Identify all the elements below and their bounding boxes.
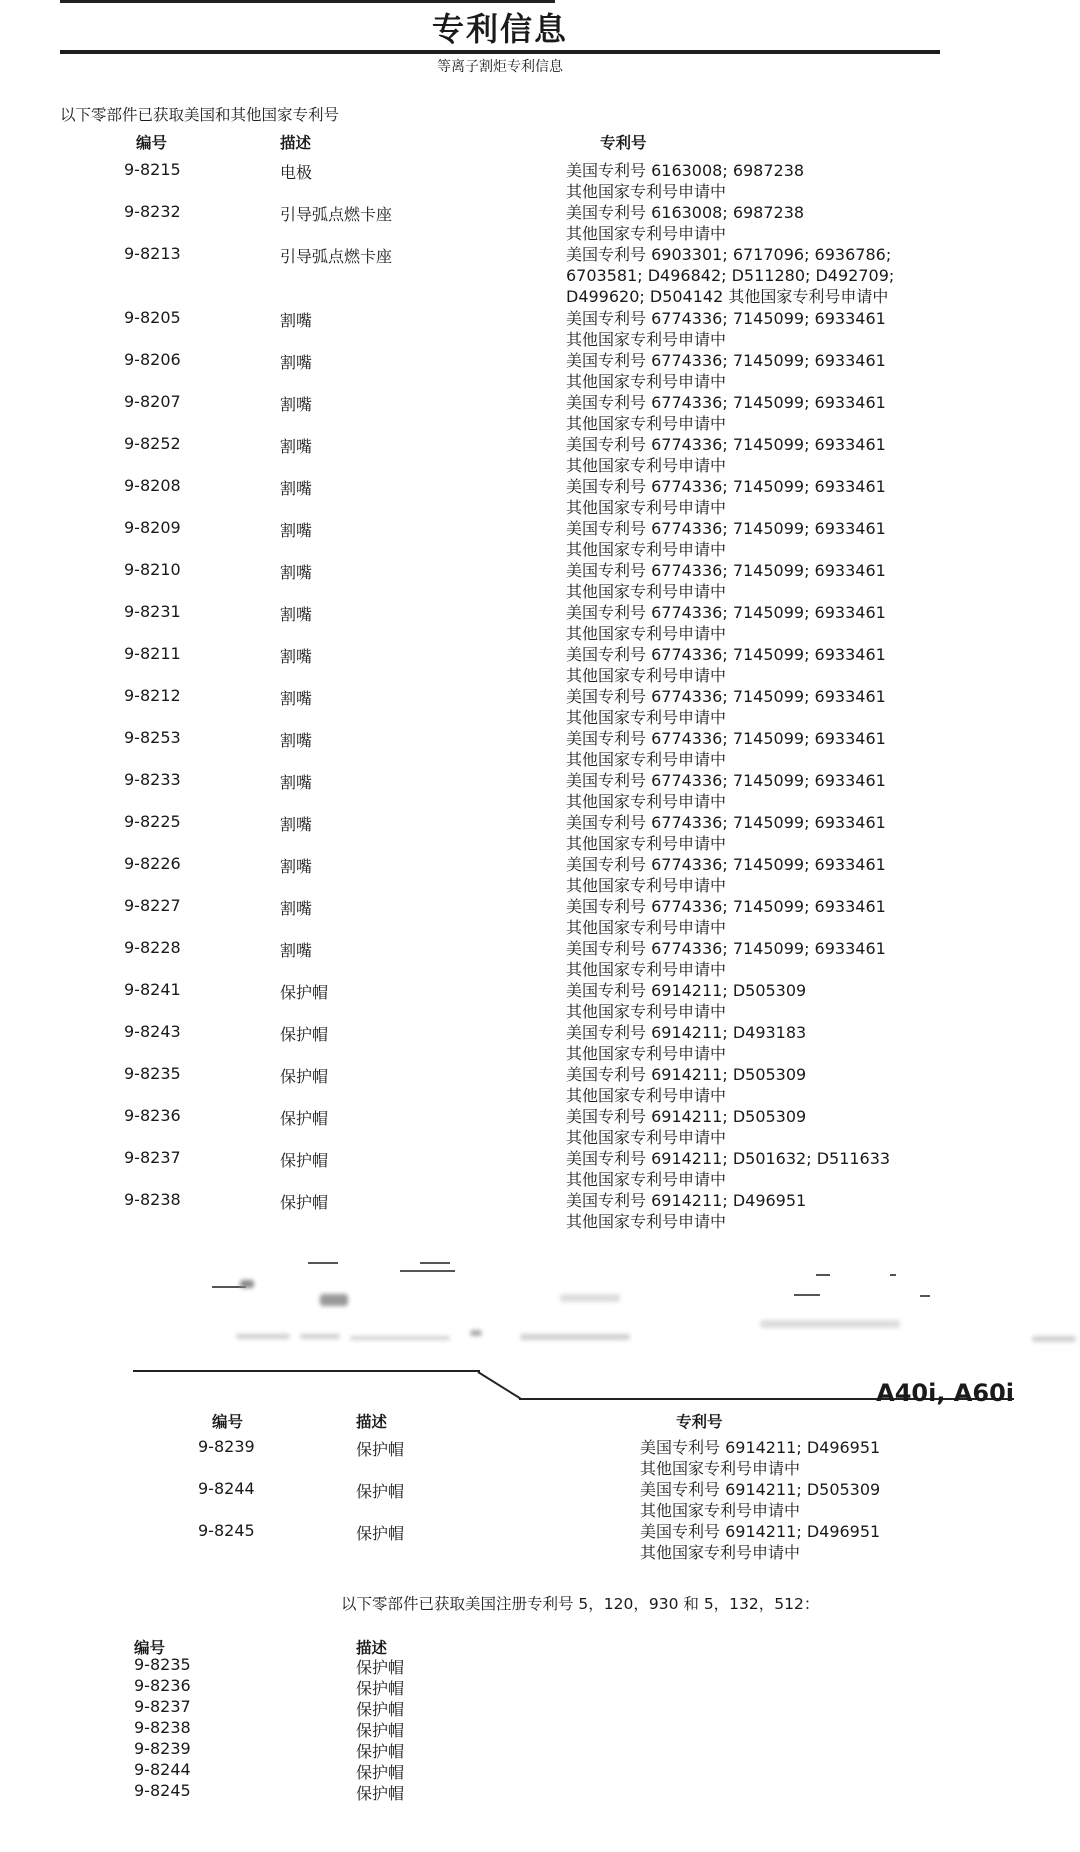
- part-description: 割嘴: [280, 563, 313, 582]
- table-row: [0, 770, 1080, 812]
- part-description: 割嘴: [280, 437, 313, 456]
- table-row: [0, 1479, 1080, 1521]
- table-row: [0, 1521, 1080, 1563]
- table-row: [0, 812, 1080, 854]
- column-header-desc-3: 描述: [356, 1639, 388, 1657]
- part-number: 9-8226: [124, 854, 181, 873]
- patent-numbers: 美国专利号 6774336; 7145099; 6933461 其他国家专利号申请中: [566, 729, 886, 769]
- patent-numbers: 美国专利号 6774336; 7145099; 6933461 其他国家专利号申请中: [566, 477, 886, 517]
- part-description: 保护帽: [356, 1440, 405, 1459]
- part-description: 保护帽: [356, 1721, 405, 1740]
- section3-intro: 以下零部件已获取美国注册专利号 5，120，930 和 5，132，512：: [341, 1595, 820, 1613]
- part-number: 9-8215: [124, 160, 181, 179]
- patent-table-2: [0, 1437, 1080, 1563]
- top-divider: [60, 0, 555, 3]
- part-description: 割嘴: [280, 815, 313, 834]
- part-number: 9-8237: [124, 1148, 181, 1167]
- table-row: [0, 244, 1080, 308]
- part-number: 9-8206: [124, 350, 181, 369]
- title-divider: [60, 50, 940, 54]
- patent-numbers: 美国专利号 6774336; 7145099; 6933461 其他国家专利号申请中: [566, 939, 886, 979]
- part-description: 保护帽: [356, 1658, 405, 1677]
- part-number: 9-8233: [124, 770, 181, 789]
- patent-numbers: 美国专利号 6774336; 7145099; 6933461 其他国家专利号申请中: [566, 519, 886, 559]
- patent-numbers: 美国专利号 6163008; 6987238 其他国家专利号申请中: [566, 203, 805, 243]
- part-number: 9-8225: [124, 812, 181, 831]
- part-number: 9-8244: [198, 1479, 255, 1498]
- part-description: 割嘴: [280, 899, 313, 918]
- table-row: [0, 308, 1080, 350]
- part-number: 9-8207: [124, 392, 181, 411]
- page-title: 专利信息: [431, 10, 568, 48]
- part-description: 割嘴: [280, 395, 313, 414]
- column-header-desc-2: 描述: [356, 1413, 388, 1431]
- patent-numbers: 美国专利号 6914211; D505309 其他国家专利号申请中: [566, 1065, 807, 1105]
- part-number: 9-8235: [124, 1064, 181, 1083]
- patent-numbers: 美国专利号 6774336; 7145099; 6933461 其他国家专利号申请中: [566, 561, 886, 601]
- table-row: [0, 1106, 1080, 1148]
- table-row: [0, 854, 1080, 896]
- part-number: 9-8212: [124, 686, 181, 705]
- patent-numbers: 美国专利号 6774336; 7145099; 6933461 其他国家专利号申请中: [566, 393, 886, 433]
- part-number: 9-8228: [124, 938, 181, 957]
- patent-table: [0, 160, 1080, 1232]
- patent-numbers: 美国专利号 6914211; D496951 其他国家专利号申请中: [640, 1522, 881, 1562]
- part-number: 9-8236: [124, 1106, 181, 1125]
- table-row: [0, 1676, 600, 1697]
- part-number: 9-8243: [124, 1022, 181, 1041]
- patent-numbers: 美国专利号 6914211; D505309 其他国家专利号申请中: [566, 981, 807, 1021]
- part-description: 割嘴: [280, 941, 313, 960]
- part-description: 割嘴: [280, 857, 313, 876]
- table-row: [0, 1697, 600, 1718]
- part-number: 9-8238: [124, 1190, 181, 1209]
- part-description: 割嘴: [280, 731, 313, 750]
- part-description: 保护帽: [356, 1700, 405, 1719]
- table-row: [0, 1655, 600, 1676]
- part-description: 割嘴: [280, 689, 313, 708]
- table-row: [0, 518, 1080, 560]
- patent-numbers: 美国专利号 6774336; 7145099; 6933461 其他国家专利号申请中: [566, 687, 886, 727]
- table-row: [0, 1781, 600, 1802]
- patent-numbers: 美国专利号 6914211; D496951 其他国家专利号申请中: [566, 1191, 807, 1231]
- part-description: 保护帽: [356, 1482, 405, 1501]
- table-row: [0, 1064, 1080, 1106]
- column-header-code-3: 编号: [134, 1639, 166, 1657]
- column-header-code: 编号: [136, 134, 168, 152]
- table-row: [0, 980, 1080, 1022]
- part-number: 9-8213: [124, 244, 181, 263]
- table-row: [0, 1148, 1080, 1190]
- patent-numbers: 美国专利号 6774336; 7145099; 6933461 其他国家专利号申请中: [566, 309, 886, 349]
- column-header-patent: 专利号: [600, 134, 647, 152]
- part-number: 9-8205: [124, 308, 181, 327]
- table-row: [0, 1437, 1080, 1479]
- table-row: [0, 896, 1080, 938]
- section-divider-slant: [477, 1371, 520, 1399]
- table-row: [0, 938, 1080, 980]
- part-number: 9-8210: [124, 560, 181, 579]
- part-description: 保护帽: [356, 1763, 405, 1782]
- part-number: 9-8253: [124, 728, 181, 747]
- part-number: 9-8227: [124, 896, 181, 915]
- table-row: [0, 392, 1080, 434]
- registered-patent-list: [0, 1655, 600, 1802]
- table-row: [0, 686, 1080, 728]
- part-number: 9-8238: [134, 1718, 191, 1737]
- page-subtitle: 等离子割炬专利信息: [437, 59, 563, 75]
- part-description: 保护帽: [356, 1784, 405, 1803]
- part-number: 9-8245: [134, 1781, 191, 1800]
- part-description: 割嘴: [280, 353, 313, 372]
- part-number: 9-8241: [124, 980, 181, 999]
- part-description: 保护帽: [280, 983, 329, 1002]
- model-label: A40i, A60i: [876, 1379, 1014, 1407]
- part-number: 9-8245: [198, 1521, 255, 1540]
- part-description: 保护帽: [280, 1067, 329, 1086]
- patent-numbers: 美国专利号 6774336; 7145099; 6933461 其他国家专利号申请中: [566, 603, 886, 643]
- part-description: 引导弧点燃卡座: [280, 247, 393, 266]
- table-row: [0, 160, 1080, 202]
- patent-numbers: 美国专利号 6774336; 7145099; 6933461 其他国家专利号申请中: [566, 813, 886, 853]
- part-number: 9-8236: [134, 1676, 191, 1695]
- part-number: 9-8235: [134, 1655, 191, 1674]
- patent-numbers: 美国专利号 6774336; 7145099; 6933461 其他国家专利号申请中: [566, 771, 886, 811]
- table-row: [0, 1022, 1080, 1064]
- part-description: 保护帽: [356, 1742, 405, 1761]
- table-row: [0, 602, 1080, 644]
- part-description: 割嘴: [280, 521, 313, 540]
- part-number: 9-8237: [134, 1697, 191, 1716]
- table-row: [0, 644, 1080, 686]
- table-row: [0, 350, 1080, 392]
- part-number: 9-8209: [124, 518, 181, 537]
- part-description: 保护帽: [280, 1109, 329, 1128]
- part-description: 保护帽: [280, 1025, 329, 1044]
- part-number: 9-8211: [124, 644, 181, 663]
- patent-numbers: 美国专利号 6903301; 6717096; 6936786; 6703581; D496842; D511280; D492709; D499620; D504142 其他国家专利号申请中: [566, 245, 895, 306]
- table-row: [0, 1718, 600, 1739]
- part-description: 保护帽: [356, 1679, 405, 1698]
- section-divider-left: [133, 1370, 480, 1372]
- part-description: 引导弧点燃卡座: [280, 205, 393, 224]
- patent-numbers: 美国专利号 6774336; 7145099; 6933461 其他国家专利号申请中: [566, 435, 886, 475]
- part-number: 9-8244: [134, 1760, 191, 1779]
- table-row: [0, 202, 1080, 244]
- part-number: 9-8232: [124, 202, 181, 221]
- part-description: 保护帽: [356, 1524, 405, 1543]
- column-header-patent-2: 专利号: [676, 1413, 723, 1431]
- part-description: 电极: [280, 163, 313, 182]
- patent-numbers: 美国专利号 6774336; 7145099; 6933461 其他国家专利号申请中: [566, 351, 886, 391]
- part-description: 保护帽: [280, 1151, 329, 1170]
- part-number: 9-8208: [124, 476, 181, 495]
- patent-numbers: 美国专利号 6914211; D505309 其他国家专利号申请中: [566, 1107, 807, 1147]
- table-row: [0, 476, 1080, 518]
- part-number: 9-8239: [134, 1739, 191, 1758]
- patent-numbers: 美国专利号 6914211; D505309 其他国家专利号申请中: [640, 1480, 881, 1520]
- table-row: [0, 728, 1080, 770]
- section1-intro: 以下零部件已获取美国和其他国家专利号: [60, 106, 340, 124]
- part-number: 9-8252: [124, 434, 181, 453]
- patent-numbers: 美国专利号 6914211; D493183 其他国家专利号申请中: [566, 1023, 807, 1063]
- patent-numbers: 美国专利号 6774336; 7145099; 6933461 其他国家专利号申请中: [566, 645, 886, 685]
- patent-numbers: 美国专利号 6774336; 7145099; 6933461 其他国家专利号申请中: [566, 897, 886, 937]
- column-header-code-2: 编号: [212, 1413, 244, 1431]
- part-description: 割嘴: [280, 647, 313, 666]
- part-number: 9-8239: [198, 1437, 255, 1456]
- part-description: 割嘴: [280, 311, 313, 330]
- part-description: 割嘴: [280, 773, 313, 792]
- part-description: 割嘴: [280, 605, 313, 624]
- table-row: [0, 1760, 600, 1781]
- part-description: 保护帽: [280, 1193, 329, 1212]
- patent-numbers: 美国专利号 6774336; 7145099; 6933461 其他国家专利号申请中: [566, 855, 886, 895]
- part-description: 割嘴: [280, 479, 313, 498]
- patent-numbers: 美国专利号 6914211; D501632; D511633 其他国家专利号申请中: [566, 1149, 891, 1189]
- part-number: 9-8231: [124, 602, 181, 621]
- table-row: [0, 1739, 600, 1760]
- patent-numbers: 美国专利号 6914211; D496951 其他国家专利号申请中: [640, 1438, 881, 1478]
- column-header-desc: 描述: [280, 134, 312, 152]
- table-row: [0, 560, 1080, 602]
- patent-numbers: 美国专利号 6163008; 6987238 其他国家专利号申请中: [566, 161, 805, 201]
- table-row: [0, 1190, 1080, 1232]
- table-row: [0, 434, 1080, 476]
